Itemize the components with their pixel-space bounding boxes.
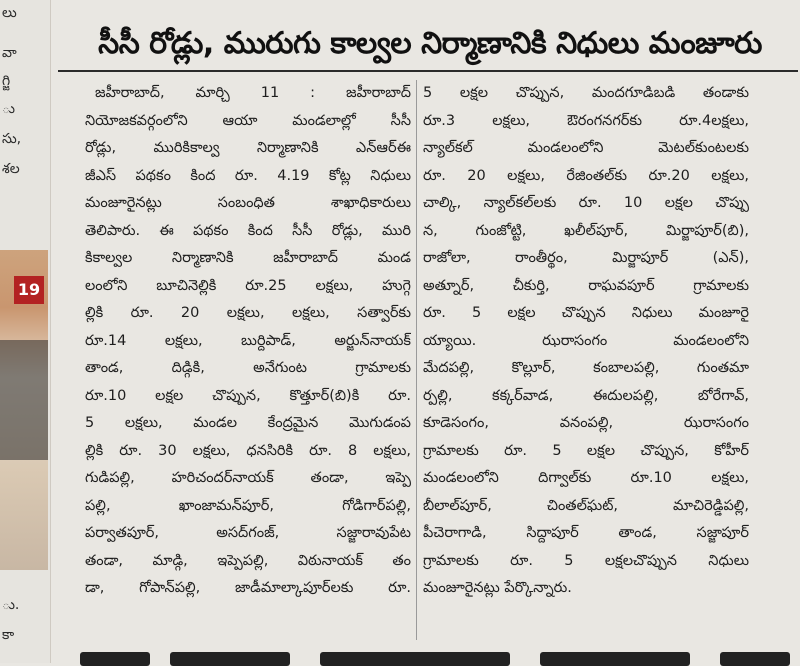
column-2-line: న, గుంజోట్టి, ఖలీల్‌పూర్, మిర్జాపూర్(బి), [423,222,749,239]
column-2-line: మేదపల్లి, కొల్లూర్, కంబాలపల్లి, గుంతమా [423,360,749,376]
column-2-line: రూ.3 లక్షలు, ఔరంగనగర్‌కు రూ.4లక్షలు, [423,112,749,129]
column-1-line: లంలోని బూచినెల్లికి రూ.25 లక్షలు, హుగ్గె [85,277,411,294]
adjacent-text-fragment: ు. [2,597,20,613]
adjacent-photo [0,250,48,570]
column-2-line: చాల్కి, న్యాల్‌కల్‌లకు రూ. 10 లక్షల చొప్పు [423,195,749,211]
photo-badge: 19 [14,276,44,304]
column-2-line: రాజోలా, రాంతీర్థం, మిర్జాపూర్ (ఎన్), [423,250,749,266]
column-2-line: కూడెసంగం, వనంపల్లి, ఝరాసంగం [423,415,749,431]
column-2-line: రూ. 20 లక్షలు, రేజింతల్‌కు రూ.20 లక్షలు, [423,167,749,184]
column-1-line: జీఎస్ పథకం కింద రూ. 4.19 కోట్ల నిధులు [85,167,411,184]
column-1-line: నియోజకవర్గంలోని ఆయా మండలాల్లో సీసీ [85,112,411,129]
adjacent-article-strip [0,0,51,663]
column-1-line: 5 లక్షలు, మండల కేంద్రమైన మొగుడంప [85,415,411,431]
column-2-line: మండలంలోని దిగ్వాల్‌కు రూ.10 లక్షలు, [423,470,749,486]
column-1-line: జహీరాబాద్, మార్చి 11 : జహీరాబాద్ [95,85,411,101]
adjacent-text-fragment: వా [2,45,17,61]
column-1-line: డా, గోపాన్‌పల్లి, జాడీమాల్కాపూర్‌లకు రూ. [85,580,411,596]
column-2-line: న్యాల్‌కల్ మండలంలోని మెటల్‌కుంటలకు [423,140,749,156]
column-1-line: రోడ్లు, మురికికాల్వ నిర్మాణానికి ఎన్ఆర్ఈ [85,140,411,156]
headline-rule [58,70,798,72]
column-2-line: మంజూరైనట్లు పేర్కొన్నారు. [423,580,572,596]
column-2-line: 5 లక్షల చొప్పున, మందగూడిబడి తండాకు [423,85,749,101]
column-1-line: పల్లి, ఖాంజామన్‌పూర్, గోడిగార్‌పల్లి, [85,497,411,514]
article-column-1 [85,80,411,640]
adjacent-text-fragment: సు, [2,131,22,147]
column-1-line: రూ.10 లక్షల చొప్పున, కొత్తూర్(బి)కి రూ. [85,387,411,404]
column-1-line: కికాల్వల నిర్మాణానికి జహీరాబాద్ మండ [85,250,411,266]
article-headline: సీసీ రోడ్లు, మురుగు కాల్వల నిర్మాణానికి నిధులు మంజూరు [98,26,762,61]
column-1-line: తాండ, దిడ్గికి, అనేగుంట గ్రామాలకు [85,360,411,376]
column-1-line: ల్లికి రూ. 20 లక్షలు, లక్షలు, సత్వార్‌కు [85,305,411,321]
column-2-line: పీచెరాగాడి, సిద్దాపూర్ తాండ, సజ్జాపూర్ [423,525,749,541]
column-divider [416,80,417,640]
column-1-line: పర్వాతపూర్, అసద్‌గంజ్, సజ్జారావుపేట [85,525,411,541]
adjacent-text-fragment: గ్జి [2,73,11,89]
previous-article-edge [55,0,800,10]
column-2-line: గ్రామాలకు రూ. 5 లక్షలచొప్పున నిధులు [423,552,749,569]
column-2-line: రూ. 5 లక్షల చొప్పున నిధులు మంజూరై [423,305,749,321]
column-2-line: అత్నూర్, చీకుర్తి, రాఘవపూర్ గ్రామాలకు [423,277,749,294]
column-2-line: ర్పల్లి, కక్కర్‌వాడ, ఈదులపల్లి, బోరేగావ్, [423,387,749,404]
article-column-2 [423,80,749,640]
column-1-line: రూ.14 లక్షలు, బుర్దిపాడ్, అర్జున్‌నాయక్ [85,332,411,349]
adjacent-text-fragment: శల [2,161,20,177]
adjacent-text-fragment: లు [2,5,17,21]
adjacent-text-fragment: కా [2,627,15,643]
next-article-headline-edge [60,646,800,666]
column-1-line: గుడిపల్లి, హరిచందర్‌నాయక్ తండా, ఇప్పె [85,470,411,486]
column-1-line: తెలిపారు. ఈ పథకం కింద సీసీ రోడ్లు, మురి [85,222,411,239]
adjacent-text-fragment: ు [2,101,15,117]
column-2-line: య్యాయి. ఝరాసంగం మండలంలోని [423,332,749,349]
column-1-line: మంజూరైనట్లు సంబంధిత శాఖాధికారులు [85,195,411,211]
column-1-line: తండా, మాడ్గి, ఇప్పెపల్లి, విఠునాయక్ తం [85,552,411,569]
column-2-line: గ్రామాలకు రూ. 5 లక్షల చొప్పున, కోహీర్ [423,442,749,459]
column-1-line: ల్లికి రూ. 30 లక్షలు, ధనసిరికి రూ. 8 లక్షలు, [85,442,411,459]
column-2-line: బీలాల్‌పూర్, చింతల్‌ఘట్, మాచిరెడ్డిపల్లి, [423,497,749,514]
